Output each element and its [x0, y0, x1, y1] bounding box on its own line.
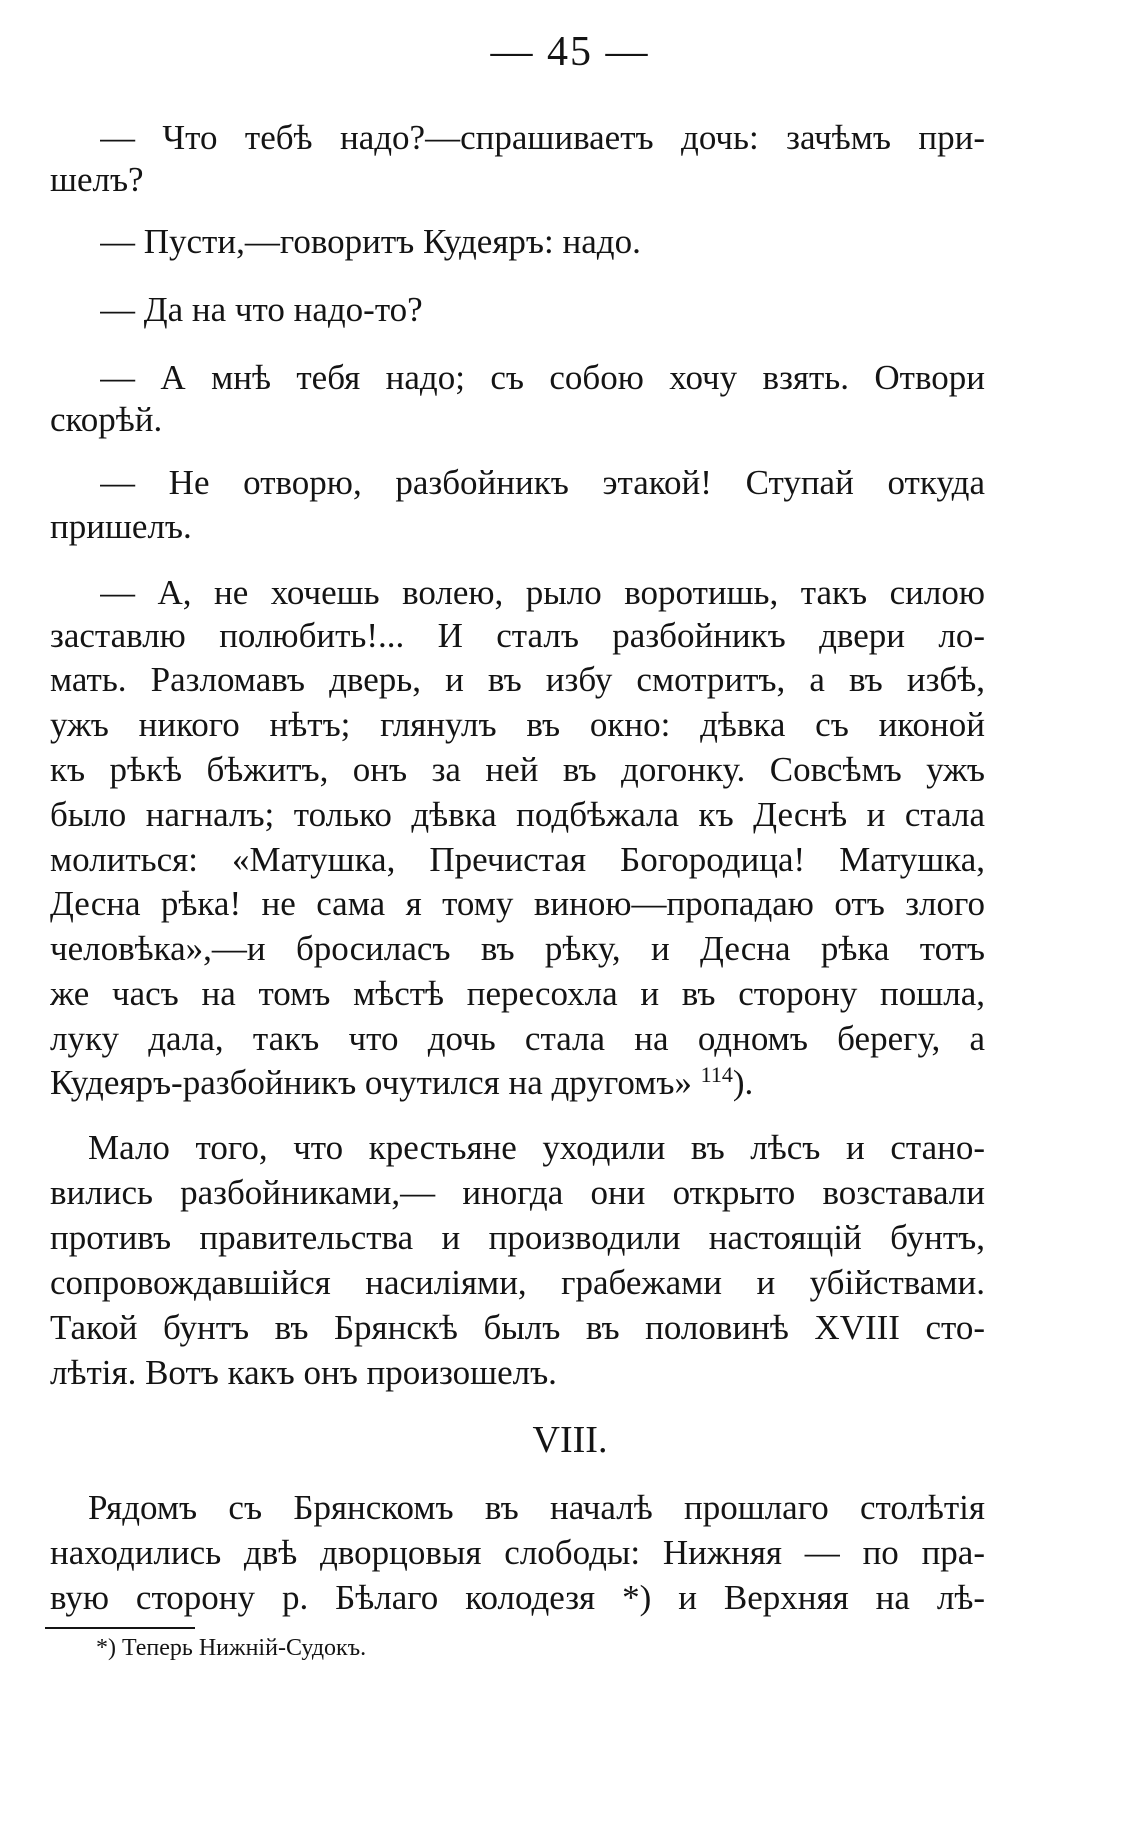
text-line: — Не отворю, разбойникъ этакой! Ступай откуда: [100, 463, 985, 502]
text-line: человѣка»,—и бросиласъ въ рѣку, и Десна рѣка тотъ: [50, 929, 985, 968]
text-line: Десна рѣка! не сама я тому виною—пропадаю отъ злого: [50, 884, 985, 923]
footnote-reference: 114: [700, 1063, 733, 1087]
text-line: противъ правительства и производили настоящій бунтъ,: [50, 1218, 985, 1257]
text-line: — А, не хочешь волею, рыло воротишь, такъ силою: [100, 573, 985, 612]
text-line: мать. Разломавъ дверь, и въ избу смотритъ, а въ избѣ,: [50, 660, 985, 699]
text-line: было нагналъ; только дѣвка подбѣжала къ Деснѣ и стала: [50, 795, 985, 834]
page-number: — 45 —: [490, 29, 650, 75]
text-line: вую сторону р. Бѣлаго колодезя *) и Верхняя на лѣ-: [50, 1578, 985, 1617]
text-line: Такой бунтъ въ Брянскѣ былъ въ половинѣ XVIII сто-: [50, 1308, 985, 1347]
text-line: скорѣй.: [50, 400, 163, 439]
text-line: ужъ никого нѣтъ; глянулъ въ окно: дѣвка съ иконой: [50, 705, 985, 744]
text-line: находились двѣ дворцовыя слободы: Нижняя — по пра-: [50, 1533, 985, 1572]
text-line: пришелъ.: [50, 507, 192, 546]
text-line: вились разбойниками,— иногда они открыто возставали: [50, 1173, 985, 1212]
text-line: же часъ на томъ мѣстѣ пересохла и въ сторону пошла,: [50, 974, 985, 1013]
text-line: заставлю полюбить!... И сталъ разбойникъ двери ло-: [50, 616, 985, 655]
text-line: шелъ?: [50, 160, 144, 199]
text-line: Мало того, что крестьяне уходили въ лѣсъ и стано-: [88, 1128, 985, 1167]
text-line: [50, 1063, 985, 1103]
text-line: луку дала, такъ что дочь стала на одномъ берегу, а: [50, 1019, 985, 1058]
text-line: Рядомъ съ Брянскомъ въ началѣ прошлаго столѣтія: [88, 1488, 985, 1527]
text-line: молиться: «Матушка, Пречистая Богородица! Матушка,: [50, 840, 985, 879]
footnote-text: *) Теперь Нижній-Судокъ.: [96, 1635, 367, 1661]
text-line: къ рѣкѣ бѣжитъ, онъ за ней въ догонку. Совсѣмъ ужъ: [50, 750, 985, 789]
text-line: — А мнѣ тебя надо; съ собою хочу взять. Отвори: [100, 358, 985, 397]
text-line: лѣтія. Вотъ какъ онъ произошелъ.: [50, 1353, 557, 1392]
section-heading: VIII.: [532, 1419, 608, 1461]
footnote-rule: [45, 1627, 195, 1629]
text-line-content: Кудеяръ-разбойникъ очутился на другомъ»: [50, 1063, 692, 1102]
text-line: — Да на что надо-то?: [100, 290, 423, 329]
text-line: — Что тебѣ надо?—спрашиваетъ дочь: зачѣмъ при-: [100, 118, 985, 157]
footnote-reference-close: ).: [732, 1063, 754, 1102]
text-line: сопровождавшійся насиліями, грабежами и убійствами.: [50, 1263, 985, 1302]
text-line: — Пусти,—говоритъ Кудеяръ: надо.: [100, 222, 641, 261]
